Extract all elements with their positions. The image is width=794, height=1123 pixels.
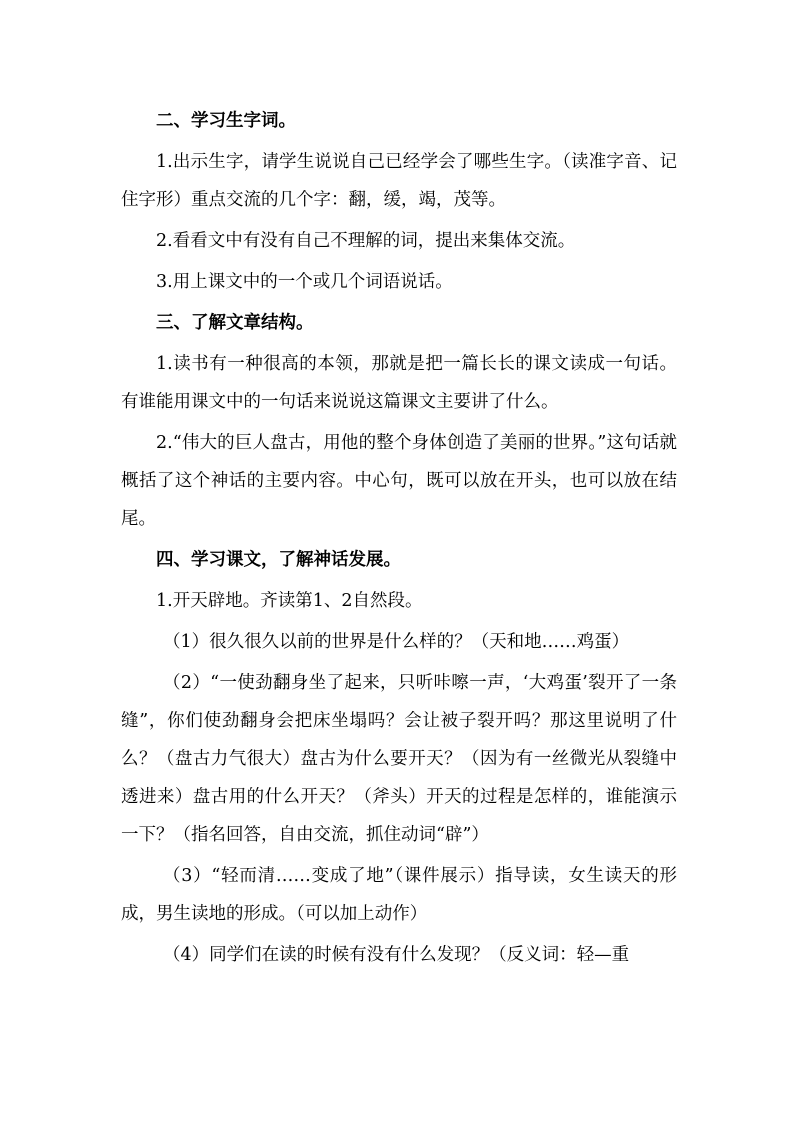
paragraph-4-1: 1.开天辟地。齐读第1、2自然段。 (156, 591, 423, 611)
paragraph-3-1: 1.读书有一种很高的本领，那就是把一篇长长的课文读成一句话。有谁能用课文中的一句话来说说这篇课文主要讲了什么。 (121, 354, 677, 412)
paragraph-3-2: 2.“伟大的巨人盘古，用他的整个身体创造了美丽的世界。”这句话就概括了这个神话的主要内容。中心句，既可以放在开头，也可以放在结尾。 (121, 433, 677, 529)
section-heading-2: 二、学习生字词。 (156, 111, 296, 131)
sub-paragraph-4-1-2: （2）“一使劲翻身坐了起来，只听咔嚓一声，‘大鸡蛋’裂开了一条缝”，你们使劲翻身会把床坐塌吗？会让被子裂开吗？那这里说明了什么？（盘古力气很大）盘古为什么要开天？（因为有一丝微光从裂缝中透进来）盘古用的什么开天？（斧头）开天的过程是怎样的，谁能演示一下？（指名回答，自由交流，抓住动词“辟”） (121, 673, 677, 845)
section-heading-3: 三、了解文章结构。 (156, 313, 314, 333)
sub-paragraph-4-1-1: （1）很久很久以前的世界是什么样的？（天和地……鸡蛋） (163, 632, 630, 652)
sub-paragraph-4-1-4: （4）同学们在读的时候有没有什么发现？（反义词：轻—重 (163, 945, 630, 965)
document-body (121, 102, 677, 977)
paragraph-2-3: 3.用上课文中的一个或几个词语说话。 (156, 272, 453, 292)
sub-paragraph-4-1-3: （3）“轻而清……变成了地”（课件展示）指导读，女生读天的形成，男生读地的形成。（可以加上动作） (121, 866, 677, 924)
section-heading-4: 四、学习课文，了解神话发展。 (156, 550, 401, 570)
paragraph-2-2: 2.看看文中有没有自己不理解的词，提出来集体交流。 (156, 231, 576, 251)
paragraph-2-1: 1.出示生字，请学生说说自己已经学会了哪些生字。（读准字音、记住字形）重点交流的几个字：翻，缓，竭，茂等。 (121, 152, 677, 210)
